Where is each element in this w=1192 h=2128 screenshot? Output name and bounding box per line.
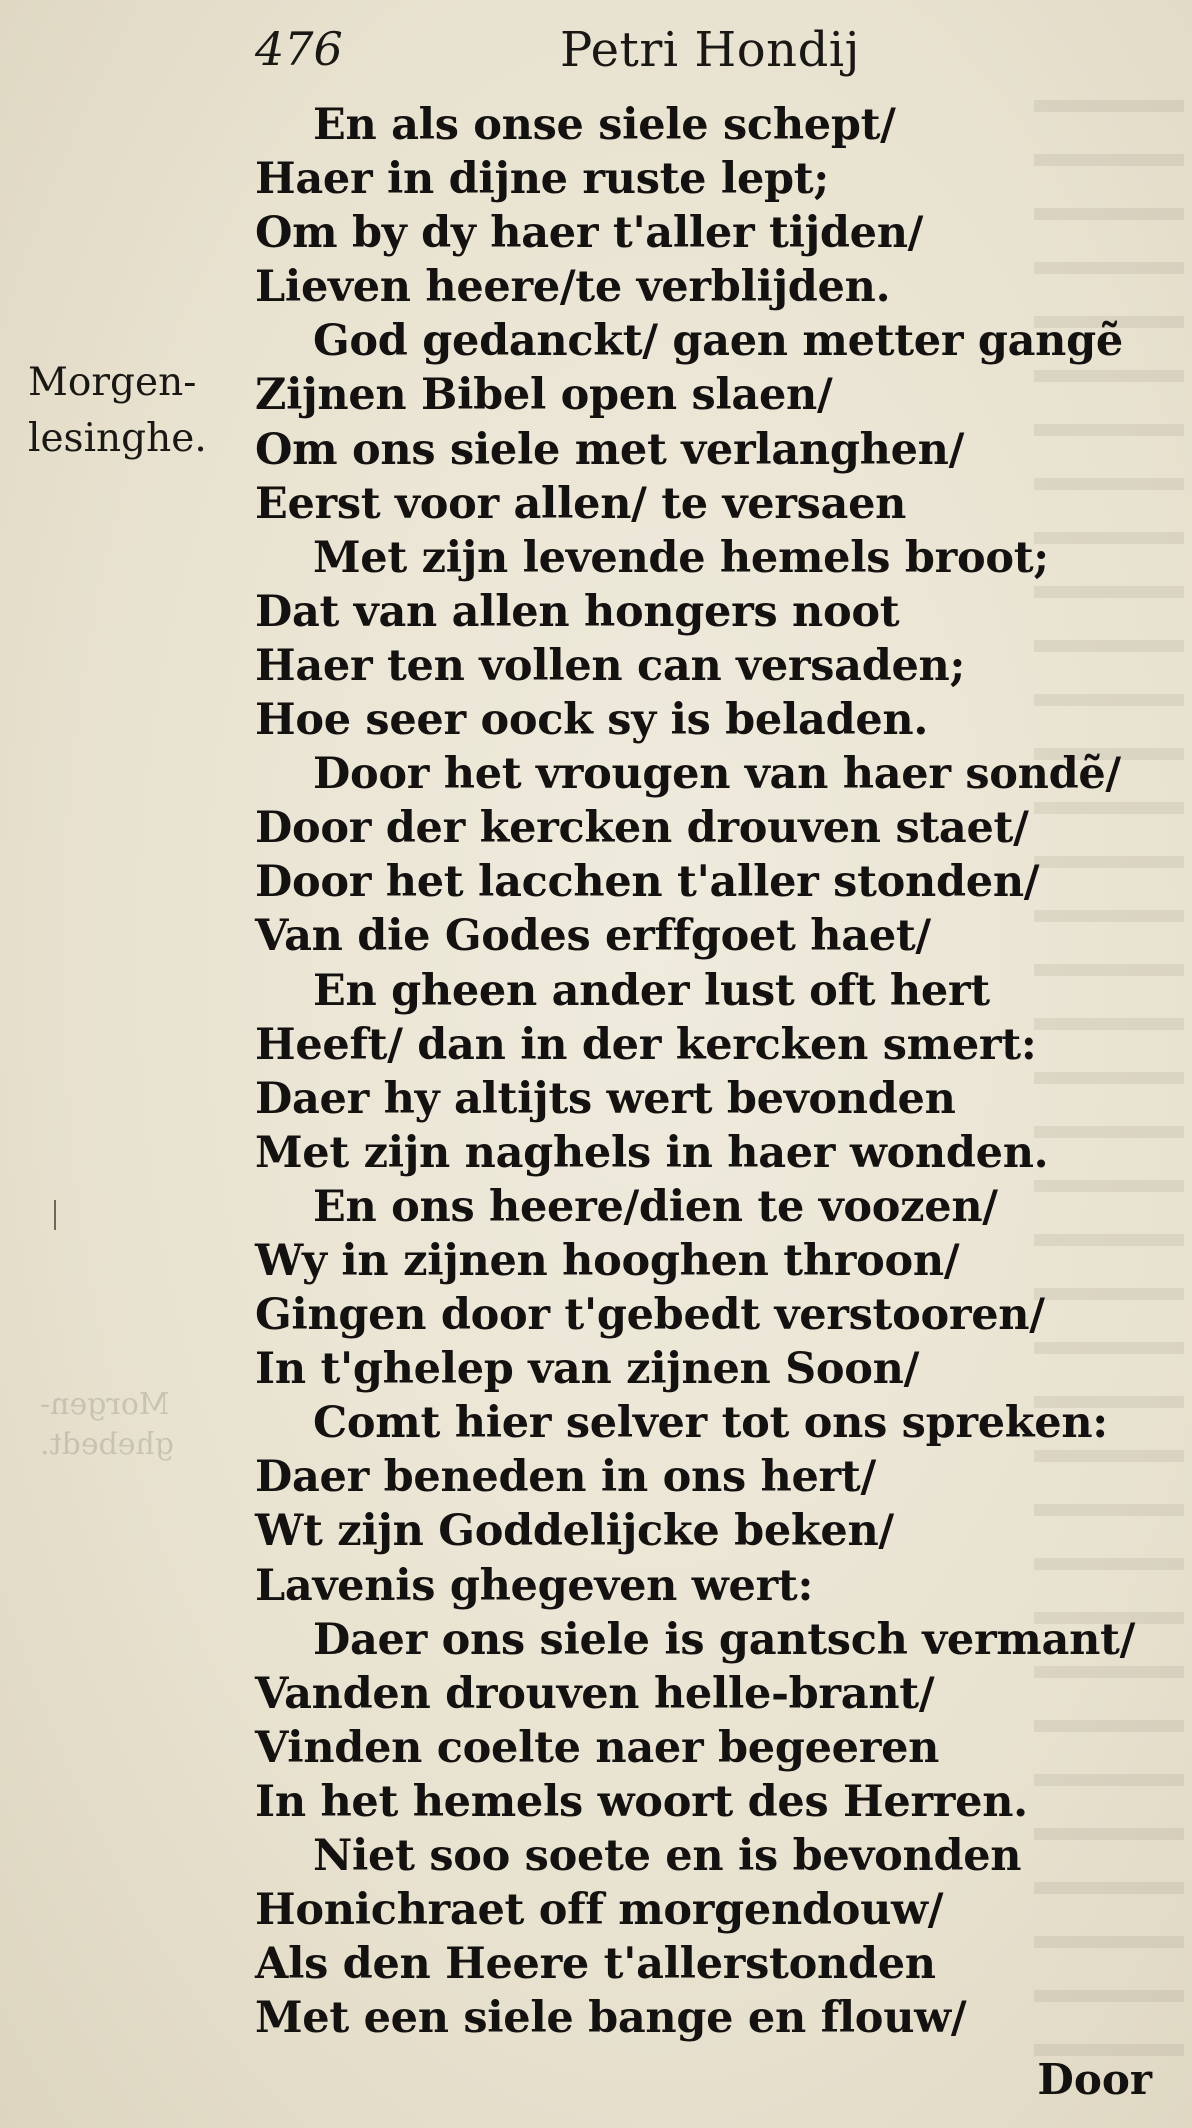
bleed-through-line-2: ghebedt. (40, 1427, 175, 1462)
bleed-through-line-1: Morgen- (40, 1387, 170, 1422)
verse-line: In het hemels woort des Herren. (255, 1776, 1028, 1827)
verse-line: Vinden coelte naer begeeren (255, 1722, 940, 1773)
verse-line: Met een siele bange en flouw/ (255, 1993, 967, 2044)
margin-note (28, 355, 228, 467)
page-header (255, 22, 895, 82)
verse-line: Daer beneden in ons hert/ (255, 1452, 876, 1503)
verse-body (255, 98, 1175, 2045)
margin-note-line-2: lesinghe. (28, 416, 207, 461)
verse-line: Comt hier selver tot ons spreken: (313, 1398, 1108, 1449)
verse-line: Niet soo soete en is bevonden (313, 1831, 1022, 1881)
verse-line: God gedanckt/ gaen metter gangẽ (313, 316, 1123, 367)
verse-line: Hoe seer oock sy is beladen. (255, 695, 929, 746)
verse-line: Met zijn naghels in haer wonden. (255, 1127, 1049, 1178)
verse-line: En als onse siele schept/ (313, 100, 896, 150)
verse-line: Lieven heere/te verblijden. (255, 262, 891, 313)
verse-line: Om ons siele met verlanghen/ (255, 424, 965, 475)
verse-line: Heeft/ dan in der kercken smert: (255, 1019, 1037, 1070)
verse-line: Dat van allen hongers noot (255, 586, 900, 637)
verse-line: In t'ghelep van zijnen Soon/ (255, 1344, 920, 1395)
running-head: Petri Hondij (560, 22, 861, 78)
verse-line: Daer ons siele is gantsch vermant/ (313, 1614, 1136, 1665)
verse-line: Lavenis ghegeven wert: (255, 1560, 814, 1611)
verse-line: En gheen ander lust oft hert (313, 965, 990, 1016)
verse-line: Vanden drouven helle-brant/ (255, 1668, 935, 1719)
page-number: 476 (255, 22, 343, 76)
verse-line: En ons heere/dien te voozen/ (313, 1181, 998, 1232)
verse-line: Om by dy haer t'aller tijden/ (255, 208, 924, 259)
margin-stroke (54, 1200, 56, 1230)
verse-line: Daer hy altijts wert bevonden (255, 1073, 956, 1124)
verse-line: Gingen door t'gebedt verstooren/ (255, 1290, 1045, 1341)
verse-line: Wy in zijnen hooghen throon/ (255, 1235, 960, 1286)
verse-line: Haer ten vollen can versaden; (255, 640, 966, 691)
margin-note-line-1: Morgen- (28, 360, 197, 405)
verse-line: Eerst voor allen/ te versaen (255, 478, 907, 529)
verse-line: Zijnen Bibel open slaen/ (255, 370, 833, 421)
verse-line: Door het vrougen van haer sondẽ/ (313, 749, 1121, 800)
verse-line: Van die Godes erffgoet haet/ (255, 911, 931, 962)
verse-line: Wt zijn Goddelijcke beken/ (255, 1506, 894, 1557)
verse-line: Door het lacchen t'aller stonden/ (255, 857, 1040, 908)
catchword: Door (1037, 2055, 1152, 2104)
verse-line: Door der kercken drouven staet/ (255, 803, 1029, 854)
bleed-through-margin-note (40, 1385, 230, 1465)
verse-line: Als den Heere t'allerstonden (255, 1939, 936, 1990)
verse-line: Honichraet off morgendouw/ (255, 1885, 944, 1936)
verse-line: Met zijn levende hemels broot; (313, 532, 1049, 583)
verse-line: Haer in dijne ruste lept; (255, 154, 829, 205)
